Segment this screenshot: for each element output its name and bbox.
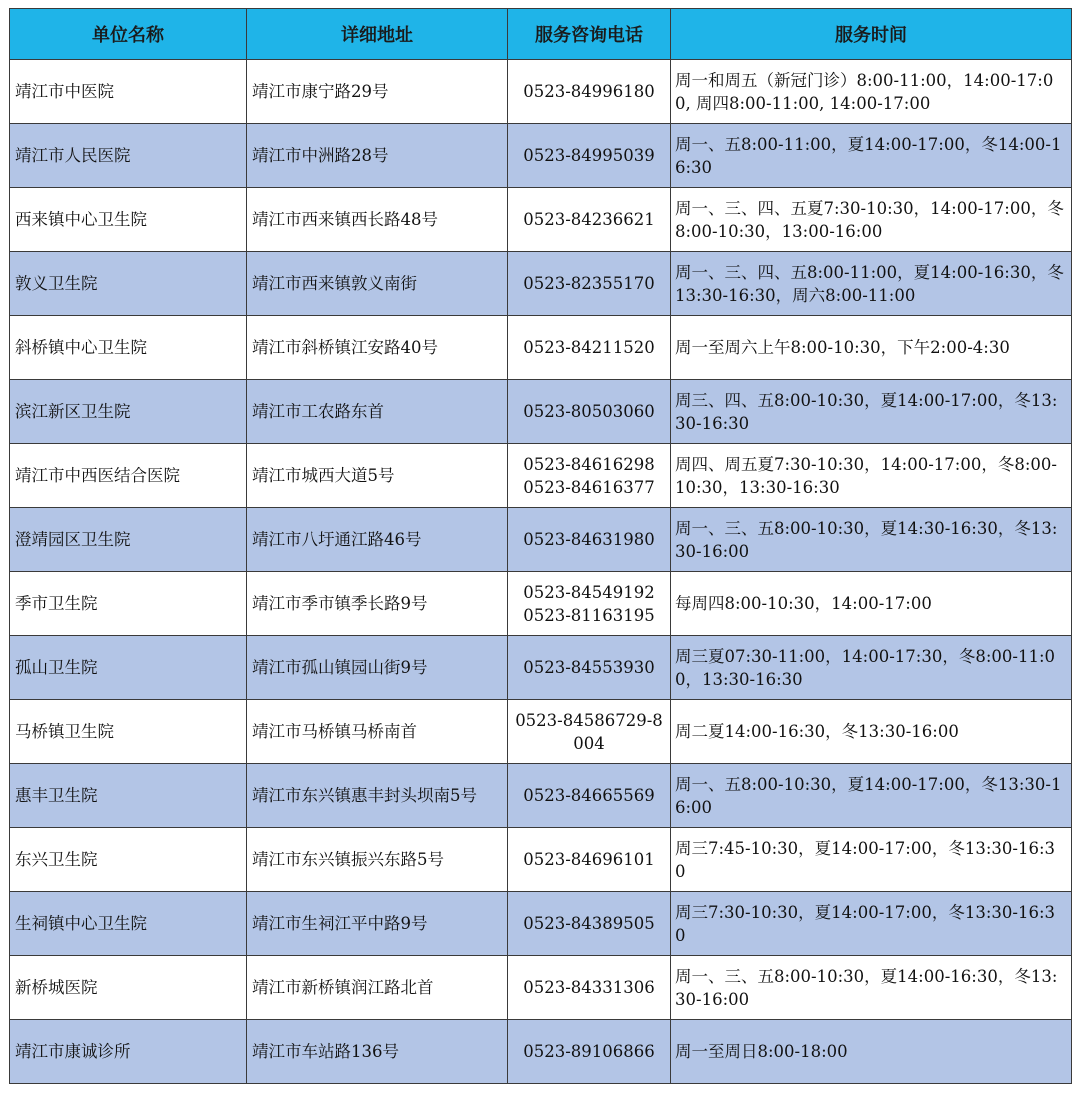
cell-address: 靖江市生祠江平中路9号: [247, 892, 508, 956]
phone-number: 0523-81163195: [523, 605, 655, 625]
phone-number: 0523-84631980: [523, 530, 655, 549]
cell-phone: [508, 252, 671, 316]
table-row: [10, 444, 1072, 508]
cell-address: 靖江市东兴镇振兴东路5号: [247, 828, 508, 892]
table-row: [10, 700, 1072, 764]
cell-unit-name: 靖江市康诚诊所: [10, 1020, 247, 1084]
phone-number: 0523-84696101: [523, 850, 655, 869]
table-row: [10, 572, 1072, 636]
phone-number: 0523-84665569: [523, 786, 655, 805]
cell-address: 靖江市八圩通江路46号: [247, 508, 508, 572]
cell-service-hours: 周一和周五（新冠门诊）8:00-11:00，14:00-17:00, 周四8:00-11:00, 14:00-17:00: [671, 60, 1072, 124]
table-row: [10, 380, 1072, 444]
phone-number: 0523-89106866: [523, 1042, 655, 1061]
table-row: [10, 316, 1072, 380]
table-row: [10, 636, 1072, 700]
cell-service-hours: 每周四8:00-10:30，14:00-17:00: [671, 572, 1072, 636]
header-unit-name: 单位名称: [10, 9, 247, 60]
cell-unit-name: 马桥镇卫生院: [10, 700, 247, 764]
cell-unit-name: 孤山卫生院: [10, 636, 247, 700]
table-row: [10, 764, 1072, 828]
table-row: [10, 188, 1072, 252]
cell-phone: [508, 764, 671, 828]
cell-phone: [508, 60, 671, 124]
cell-unit-name: 新桥城医院: [10, 956, 247, 1020]
table-row: [10, 892, 1072, 956]
cell-unit-name: 滨江新区卫生院: [10, 380, 247, 444]
phone-number: 0523-80503060: [523, 402, 655, 421]
cell-phone: [508, 316, 671, 380]
table-row: [10, 508, 1072, 572]
cell-service-hours: 周四、周五夏7:30-10:30，14:00-17:00，冬8:00-10:30，13:30-16:30: [671, 444, 1072, 508]
cell-unit-name: 东兴卫生院: [10, 828, 247, 892]
cell-address: 靖江市中洲路28号: [247, 124, 508, 188]
cell-service-hours: 周三7:30-10:30，夏14:00-17:00，冬13:30-16:30: [671, 892, 1072, 956]
cell-phone: [508, 700, 671, 764]
cell-unit-name: 靖江市人民医院: [10, 124, 247, 188]
cell-service-hours: 周三夏07:30-11:00，14:00-17:30，冬8:00-11:00，13:30-16:30: [671, 636, 1072, 700]
cell-service-hours: 周一、三、五8:00-10:30，夏14:00-16:30，冬13:30-16:00: [671, 956, 1072, 1020]
cell-phone: [508, 828, 671, 892]
cell-unit-name: 敦义卫生院: [10, 252, 247, 316]
cell-unit-name: 靖江市中西医结合医院: [10, 444, 247, 508]
cell-address: 靖江市孤山镇园山街9号: [247, 636, 508, 700]
cell-phone: [508, 1020, 671, 1084]
cell-unit-name: 澄靖园区卫生院: [10, 508, 247, 572]
cell-address: 靖江市康宁路29号: [247, 60, 508, 124]
cell-phone: [508, 636, 671, 700]
table-row: [10, 252, 1072, 316]
phone-number: 0523-82355170: [523, 274, 655, 293]
cell-service-hours: 周一至周六上午8:00-10:30，下午2:00-4:30: [671, 316, 1072, 380]
table-row: [10, 828, 1072, 892]
phone-number: 0523-84996180: [523, 82, 655, 101]
cell-phone: [508, 508, 671, 572]
cell-address: 靖江市马桥镇马桥南首: [247, 700, 508, 764]
cell-address: 靖江市工农路东首: [247, 380, 508, 444]
cell-unit-name: 季市卫生院: [10, 572, 247, 636]
cell-phone: [508, 124, 671, 188]
cell-address: 靖江市西来镇西长路48号: [247, 188, 508, 252]
cell-unit-name: 西来镇中心卫生院: [10, 188, 247, 252]
phone-number: 0523-84211520: [523, 338, 655, 357]
header-phone: 服务咨询电话: [508, 9, 671, 60]
cell-service-hours: 周三、四、五8:00-10:30，夏14:00-17:00，冬13:30-16:30: [671, 380, 1072, 444]
phone-number: 0523-84616377: [523, 477, 655, 497]
phone-number: 0523-84389505: [523, 914, 655, 933]
phone-number: 0523-84616298: [523, 454, 655, 474]
clinic-table: [9, 8, 1072, 1084]
table-header-row: [10, 9, 1072, 60]
cell-address: 靖江市新桥镇润江路北首: [247, 956, 508, 1020]
cell-unit-name: 生祠镇中心卫生院: [10, 892, 247, 956]
cell-service-hours: 周一至周日8:00-18:00: [671, 1020, 1072, 1084]
phone-number: 0523-84553930: [523, 658, 655, 677]
cell-phone: [508, 892, 671, 956]
cell-address: 靖江市城西大道5号: [247, 444, 508, 508]
table-body: [10, 60, 1072, 1084]
table-row: [10, 124, 1072, 188]
cell-service-hours: 周三7:45-10:30，夏14:00-17:00，冬13:30-16:30: [671, 828, 1072, 892]
cell-unit-name: 斜桥镇中心卫生院: [10, 316, 247, 380]
cell-address: 靖江市季市镇季长路9号: [247, 572, 508, 636]
cell-phone: [508, 188, 671, 252]
phone-number: 0523-84586729-8004: [515, 710, 663, 753]
table-row: [10, 60, 1072, 124]
phone-number: 0523-84995039: [523, 146, 655, 165]
cell-service-hours: 周一、三、四、五8:00-11:00，夏14:00-16:30，冬13:30-16:30，周六8:00-11:00: [671, 252, 1072, 316]
cell-service-hours: 周二夏14:00-16:30，冬13:30-16:00: [671, 700, 1072, 764]
cell-phone: [508, 444, 671, 508]
cell-phone: [508, 380, 671, 444]
cell-address: 靖江市车站路136号: [247, 1020, 508, 1084]
header-service-hours: 服务时间: [671, 9, 1072, 60]
cell-unit-name: 惠丰卫生院: [10, 764, 247, 828]
phone-number: 0523-84549192: [523, 582, 655, 602]
table-row: [10, 1020, 1072, 1084]
cell-service-hours: 周一、五8:00-11:00，夏14:00-17:00，冬14:00-16:30: [671, 124, 1072, 188]
cell-phone: [508, 572, 671, 636]
cell-address: 靖江市西来镇敦义南街: [247, 252, 508, 316]
cell-address: 靖江市东兴镇惠丰封头坝南5号: [247, 764, 508, 828]
cell-address: 靖江市斜桥镇江安路40号: [247, 316, 508, 380]
phone-number: 0523-84236621: [523, 210, 655, 229]
cell-service-hours: 周一、三、四、五夏7:30-10:30，14:00-17:00，冬8:00-10:30，13:00-16:00: [671, 188, 1072, 252]
cell-service-hours: 周一、三、五8:00-10:30，夏14:30-16:30，冬13:30-16:00: [671, 508, 1072, 572]
phone-number: 0523-84331306: [523, 978, 655, 997]
header-address: 详细地址: [247, 9, 508, 60]
cell-unit-name: 靖江市中医院: [10, 60, 247, 124]
table-row: [10, 956, 1072, 1020]
cell-phone: [508, 956, 671, 1020]
cell-service-hours: 周一、五8:00-10:30，夏14:00-17:00，冬13:30-16:00: [671, 764, 1072, 828]
